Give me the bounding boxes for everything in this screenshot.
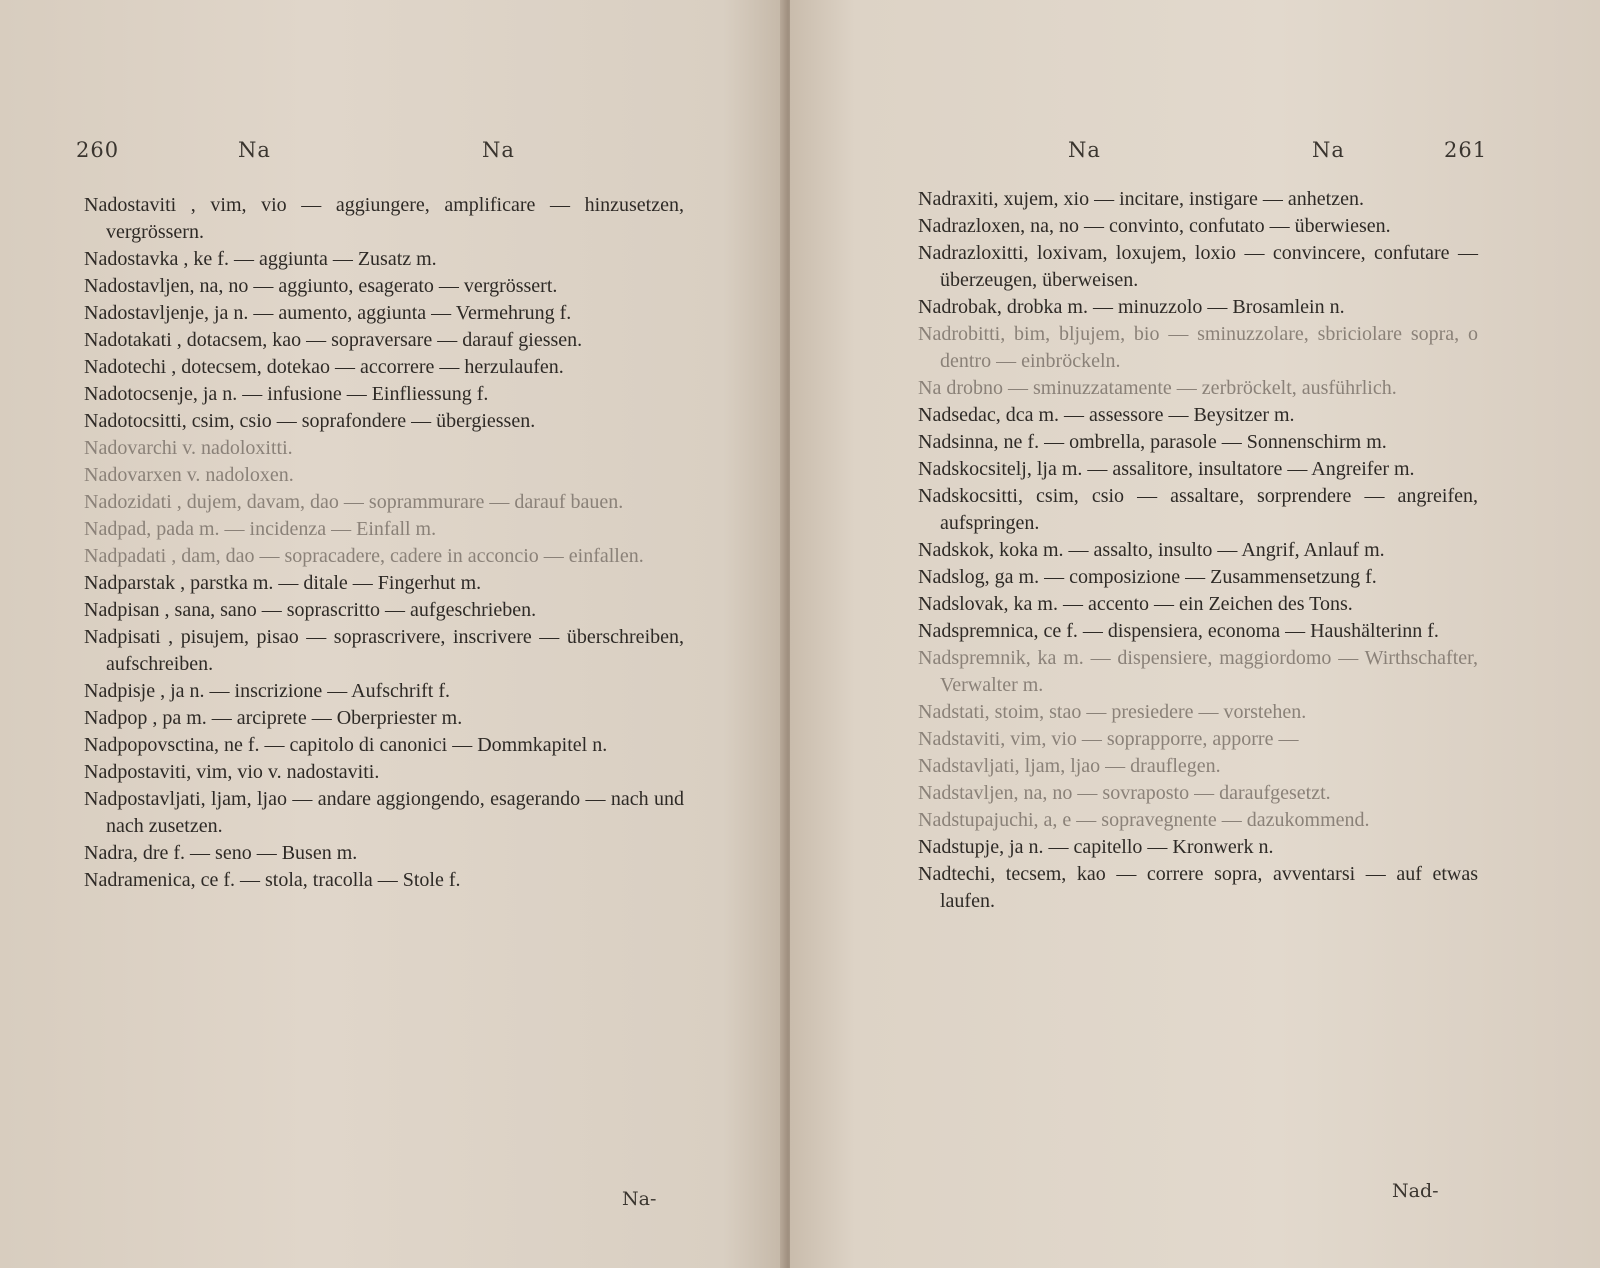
dictionary-entry: Nadovarchi v. nadoloxitti. xyxy=(84,437,293,459)
dictionary-entry: Nadsinna, ne f. — ombrella, parasole — Sonnenschirm m. xyxy=(918,431,1387,453)
dictionary-entry: Nadsedac, dca m. — assessore — Beysitzer m. xyxy=(918,404,1295,426)
dictionary-entry: Nadostavljenje, ja n. — aumento, aggiunta — Vermehrung f. xyxy=(84,302,572,324)
dictionary-entry: Nadraxiti, xujem, xio — incitare, instigare — anhetzen. xyxy=(918,188,1364,210)
dictionary-entry: Nadozidati , dujem, davam, dao — soprammurare — darauf bauen. xyxy=(84,491,624,513)
dictionary-entry: Nadstavljen, na, no — sovraposto — daraufgesetzt. xyxy=(918,782,1331,804)
dictionary-entry: Nadstavljati, ljam, ljao — drauflegen. xyxy=(918,755,1221,777)
running-head-right-1: Na xyxy=(1068,138,1101,162)
dictionary-entry: Nadpisati , pisujem, pisao — soprascrivere, inscrivere — überschreiben, aufschreiben. xyxy=(84,626,684,675)
dictionary-entry: Nadpad, pada m. — incidenza — Einfall m. xyxy=(84,518,437,540)
dictionary-entry: Nadslovak, ka m. — accento — ein Zeichen des Tons. xyxy=(918,593,1353,615)
catchword-left: Na- xyxy=(622,1188,657,1210)
dictionary-entry: Nadtechi, tecsem, kao — correre sopra, avventarsi — auf etwas laufen. xyxy=(918,863,1478,912)
left-page xyxy=(0,0,786,1268)
dictionary-entry: Nadpopovsctina, ne f. — capitolo di canonici — Dommkapitel n. xyxy=(84,734,608,756)
dictionary-entry: Nadostavljen, na, no — aggiunto, esagerato — vergrössert. xyxy=(84,275,558,297)
dictionary-entry: Nadslog, ga m. — composizione — Zusammensetzung f. xyxy=(918,566,1377,588)
right-entries xyxy=(918,186,1478,915)
running-head-left-2: Na xyxy=(482,138,515,162)
dictionary-entry: Nadrazloxitti, loxivam, loxujem, loxio — convincere, confutare — überzeugen, überweisen. xyxy=(918,242,1478,291)
left-entries xyxy=(84,192,684,894)
dictionary-entry: Nadspremnica, ce f. — dispensiera, economa — Haushälterinn f. xyxy=(918,620,1439,642)
page-number-right: 261 xyxy=(1444,138,1488,162)
dictionary-entry: Nadramenica, ce f. — stola, tracolla — Stole f. xyxy=(84,869,461,891)
dictionary-entry: Nadostavka , ke f. — aggiunta — Zusatz m. xyxy=(84,248,437,270)
dictionary-entry: Na drobno — sminuzzatamente — zerbröckelt, ausführlich. xyxy=(918,377,1397,399)
running-head-left-1: Na xyxy=(238,138,271,162)
dictionary-entry: Nadotocsitti, csim, csio — soprafondere — übergiessen. xyxy=(84,410,536,432)
dictionary-entry: Nadotakati , dotacsem, kao — sopraversare — darauf giessen. xyxy=(84,329,583,351)
dictionary-entry: Nadstupje, ja n. — capitello — Kronwerk n. xyxy=(918,836,1274,858)
dictionary-entry: Nadpop , pa m. — arciprete — Oberpriester m. xyxy=(84,707,463,729)
dictionary-entry: Nadostaviti , vim, vio — aggiungere, amplificare — hinzusetzen, vergrössern. xyxy=(84,194,684,243)
dictionary-entry: Nadrobitti, bim, bljujem, bio — sminuzzolare, sbriciolare sopra, o dentro — einbröckeln. xyxy=(918,323,1478,372)
dictionary-entry: Nadpadati , dam, dao — sopracadere, cadere in acconcio — einfallen. xyxy=(84,545,644,567)
running-head-right-2: Na xyxy=(1312,138,1345,162)
dictionary-entry: Nadotechi , dotecsem, dotekao — accorrere — herzulaufen. xyxy=(84,356,564,378)
dictionary-entry: Nadpisan , sana, sano — soprascritto — aufgeschrieben. xyxy=(84,599,537,621)
page-number-left: 260 xyxy=(76,138,120,162)
catchword-right: Nad- xyxy=(1392,1180,1439,1202)
dictionary-entry: Nadotocsenje, ja n. — infusione — Einfliessung f. xyxy=(84,383,489,405)
dictionary-entry: Nadstati, stoim, stao — presiedere — vorstehen. xyxy=(918,701,1307,723)
dictionary-entry: Nadskok, koka m. — assalto, insulto — Angrif, Anlauf m. xyxy=(918,539,1385,561)
dictionary-entry: Nadpisje , ja n. — inscrizione — Aufschrift f. xyxy=(84,680,451,702)
right-page xyxy=(790,0,1600,1268)
dictionary-entry: Nadovarxen v. nadoloxen. xyxy=(84,464,294,486)
dictionary-entry: Nadpostaviti, vim, vio v. nadostaviti. xyxy=(84,761,380,783)
dictionary-entry: Nadstupajuchi, a, e — sopravegnente — dazukommend. xyxy=(918,809,1370,831)
dictionary-entry: Nadspremnik, ka m. — dispensiere, maggiordomo — Wirthschafter, Verwalter m. xyxy=(918,647,1478,696)
dictionary-entry: Nadra, dre f. — seno — Busen m. xyxy=(84,842,358,864)
dictionary-entry: Nadrazloxen, na, no — convinto, confutato — überwiesen. xyxy=(918,215,1391,237)
dictionary-entry: Nadrobak, drobka m. — minuzzolo — Brosamlein n. xyxy=(918,296,1345,318)
dictionary-entry: Nadskocsitelj, lja m. — assalitore, insultatore — Angreifer m. xyxy=(918,458,1415,480)
dictionary-entry: Nadpostavljati, ljam, ljao — andare aggiongendo, esagerando — nach und nach zusetzen. xyxy=(84,788,684,837)
dictionary-entry: Nadparstak , parstka m. — ditale — Fingerhut m. xyxy=(84,572,482,594)
dictionary-entry: Nadskocsitti, csim, csio — assaltare, sorprendere — angreifen, aufspringen. xyxy=(918,485,1478,534)
dictionary-entry: Nadstaviti, vim, vio — soprapporre, apporre — xyxy=(918,728,1299,750)
